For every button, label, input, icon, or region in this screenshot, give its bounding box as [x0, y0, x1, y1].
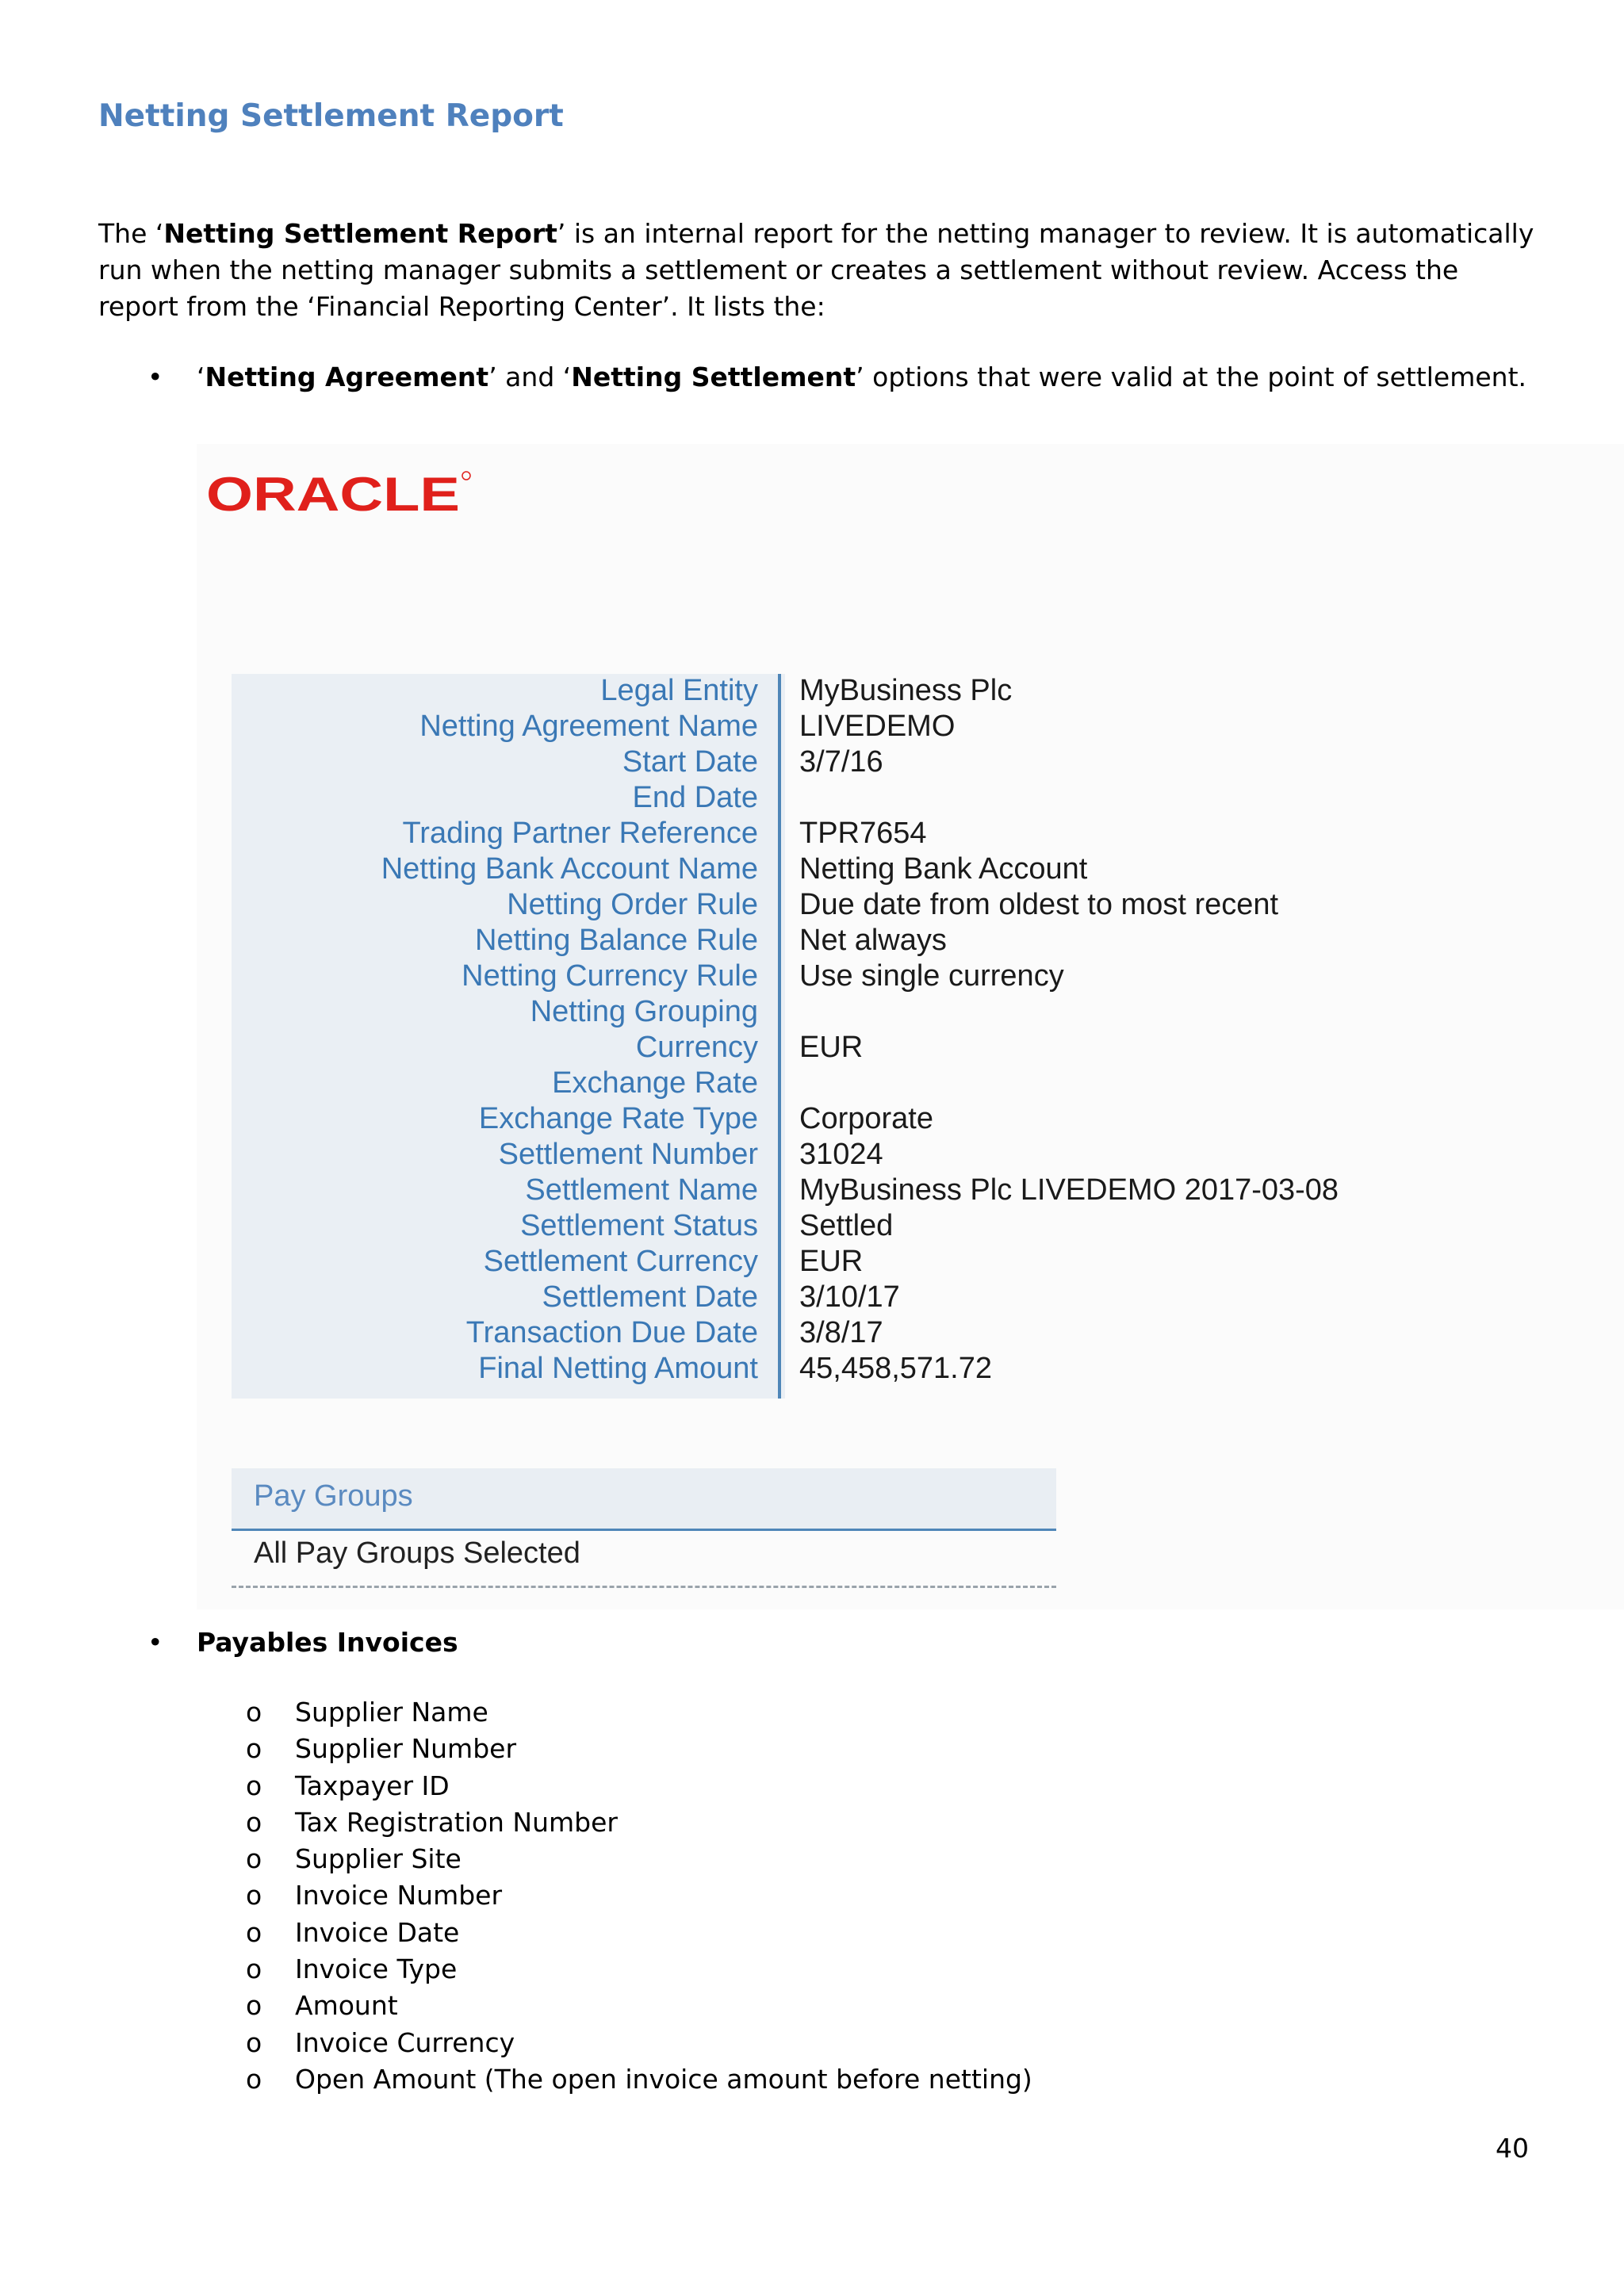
bold-netting-settlement: Netting Settlement	[571, 362, 856, 392]
label-start-date: Start Date	[622, 745, 758, 779]
circle-bullet: o	[246, 1990, 262, 2022]
label-settlement-name: Settlement Name	[525, 1173, 758, 1207]
pay-groups-value: All Pay Groups Selected	[254, 1536, 580, 1570]
value-currency: EUR	[799, 1031, 864, 1064]
value-legal-entity: MyBusiness Plc	[799, 674, 1013, 707]
value-exchange-rate-type: Corporate	[799, 1102, 933, 1135]
label-currency: Currency	[635, 1031, 758, 1064]
label-netting-agreement-name: Netting Agreement Name	[419, 710, 758, 743]
pay-groups-title: Pay Groups	[254, 1479, 413, 1513]
value-netting-bank-account-name: Netting Bank Account	[799, 852, 1088, 886]
list-item-text: Invoice Date	[295, 1916, 460, 1948]
label-settlement-currency: Settlement Currency	[483, 1245, 758, 1278]
page-number: 40	[1496, 2133, 1529, 2164]
label-settlement-date: Settlement Date	[542, 1280, 758, 1314]
bullet-text: Payables Invoices	[197, 1627, 458, 1658]
value-settlement-status: Settled	[799, 1209, 894, 1242]
circle-bullet: o	[246, 1733, 262, 1765]
circle-bullet: o	[246, 2026, 262, 2058]
value-final-netting-amount: 45,458,571.72	[799, 1352, 993, 1385]
details-divider	[778, 674, 781, 1399]
bullet-dot: •	[147, 1627, 163, 1658]
circle-bullet: o	[246, 2063, 262, 2095]
label-netting-currency-rule: Netting Currency Rule	[462, 959, 758, 993]
value-trading-partner-reference: TPR7654	[799, 817, 927, 850]
bullet-text	[197, 362, 1526, 392]
value-settlement-date: 3/10/17	[799, 1280, 900, 1314]
list-item-text: Amount	[295, 1990, 398, 2022]
value-settlement-name: MyBusiness Plc LIVEDEMO 2017-03-08	[799, 1173, 1339, 1207]
intro-text-bold: Netting Settlement Report	[163, 218, 557, 249]
value-netting-currency-rule: Use single currency	[799, 959, 1064, 993]
details-values	[799, 674, 1592, 1399]
list-item-text: Invoice Currency	[295, 2026, 515, 2058]
list-item-text: Invoice Number	[295, 1880, 503, 1911]
circle-bullet: o	[246, 1954, 262, 1985]
label-netting-order-rule: Netting Order Rule	[507, 888, 758, 921]
circle-bullet: o	[246, 1770, 262, 1801]
label-settlement-number: Settlement Number	[498, 1138, 758, 1171]
text-and: ’ and ‘	[488, 362, 572, 392]
details-labels	[235, 674, 758, 1399]
value-settlement-number: 31024	[799, 1138, 883, 1171]
pay-groups-header	[232, 1468, 1056, 1531]
intro-text-after: ’ is an internal report for the netting manager to review. It is automatically run when the netting manager submits a settlement or creates a settlement without review. Access the report from the ‘Financial Reporting Center’. It lists the:	[98, 218, 1534, 322]
circle-bullet: o	[246, 1697, 262, 1728]
list-item-text: Open Amount (The open invoice amount before netting)	[295, 2063, 1032, 2095]
value-netting-agreement-name: LIVEDEMO	[799, 710, 956, 743]
list-item-text: Supplier Site	[295, 1843, 462, 1875]
label-settlement-status: Settlement Status	[520, 1209, 758, 1242]
label-final-netting-amount: Final Netting Amount	[478, 1352, 758, 1385]
label-transaction-due-date: Transaction Due Date	[465, 1316, 758, 1349]
label-legal-entity: Legal Entity	[600, 674, 758, 707]
label-exchange-rate: Exchange Rate	[552, 1066, 758, 1100]
oracle-logo-text: ORACLE	[206, 468, 460, 519]
circle-bullet: o	[246, 1916, 262, 1948]
pay-groups-dashed-divider	[232, 1586, 1056, 1588]
quote-open: ‘	[197, 362, 205, 392]
oracle-logo	[205, 466, 474, 519]
list-item-text: Taxpayer ID	[295, 1770, 450, 1801]
circle-bullet: o	[246, 1843, 262, 1875]
value-settlement-currency: EUR	[799, 1245, 864, 1278]
bold-netting-agreement: Netting Agreement	[205, 362, 489, 392]
label-end-date: End Date	[632, 781, 758, 814]
intro-paragraph	[98, 216, 1542, 325]
value-transaction-due-date: 3/8/17	[799, 1316, 883, 1349]
label-netting-bank-account-name: Netting Bank Account Name	[381, 852, 758, 886]
intro-text-before: The ‘	[98, 218, 164, 249]
list-item-text: Supplier Number	[295, 1733, 517, 1765]
list-item-text: Supplier Name	[295, 1697, 488, 1728]
label-exchange-rate-type: Exchange Rate Type	[478, 1102, 758, 1135]
value-start-date: 3/7/16	[799, 745, 883, 779]
list-item-text: Tax Registration Number	[295, 1806, 618, 1838]
label-trading-partner-reference: Trading Partner Reference	[402, 817, 758, 850]
list-item-text: Invoice Type	[295, 1954, 458, 1985]
text-end: ’ options that were valid at the point of settlement.	[856, 362, 1527, 392]
bullet-dot: •	[147, 362, 163, 392]
label-netting-grouping: Netting Grouping	[530, 995, 758, 1028]
circle-bullet: o	[246, 1806, 262, 1838]
value-netting-balance-rule: Net always	[799, 924, 947, 957]
circle-bullet: o	[246, 1880, 262, 1911]
label-netting-balance-rule: Netting Balance Rule	[475, 924, 758, 957]
page-heading: Netting Settlement Report	[98, 98, 564, 134]
value-netting-order-rule: Due date from oldest to most recent	[799, 888, 1279, 921]
